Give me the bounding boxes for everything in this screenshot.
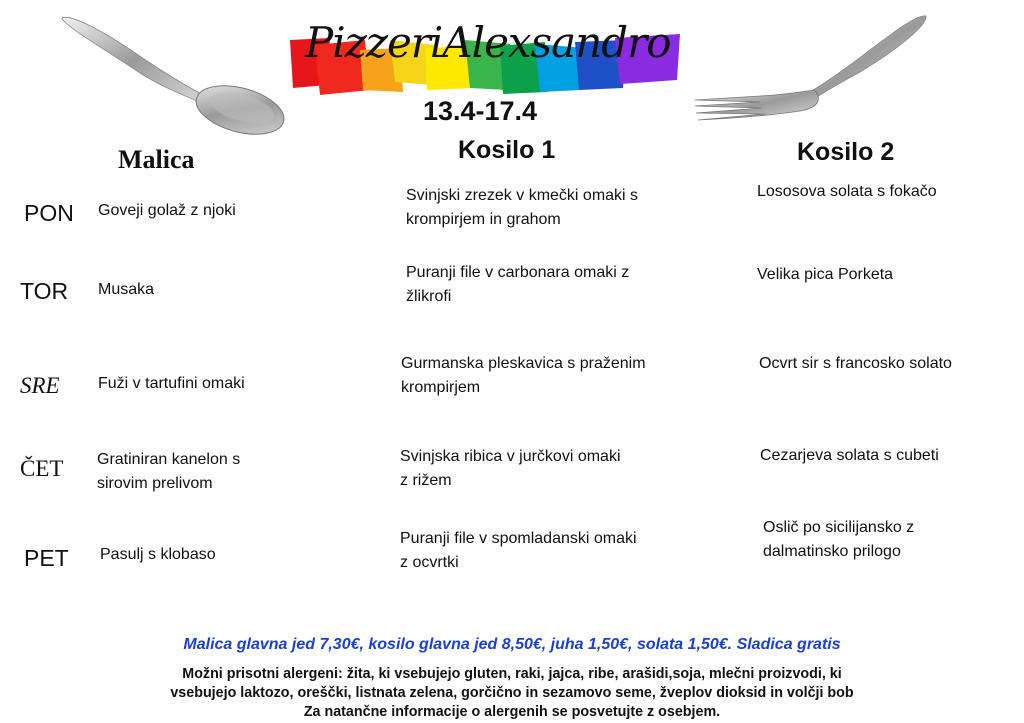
dish-line: sirovim prelivom xyxy=(97,475,213,492)
malica-dish: Goveji golaž z njoki xyxy=(98,202,236,219)
malica-dish: Fuži v tartufini omaki xyxy=(98,375,245,392)
kosilo2-dish: Ocvrt sir s francosko solato xyxy=(759,355,952,372)
column-header-kosilo-2: Kosilo 2 xyxy=(797,138,895,166)
day-label: SRE xyxy=(20,373,60,398)
brand-name: PizzeriAlexsandro xyxy=(305,18,671,67)
dish-line: krompirjem in grahom xyxy=(406,211,561,228)
allergen-info xyxy=(150,665,874,722)
kosilo1-dish xyxy=(401,352,646,400)
kosilo2-dish: Cezarjeva solata s cubeti xyxy=(760,447,939,464)
kosilo2-dish: Lososova solata s fokačo xyxy=(757,183,937,200)
malica-dish: Pasulj s klobaso xyxy=(100,546,216,563)
column-header-malica: Malica xyxy=(118,145,195,174)
kosilo2-dish: Velika pica Porketa xyxy=(757,266,894,283)
spoon-image xyxy=(40,8,290,138)
dish-line: z rižem xyxy=(400,472,452,489)
allergen-line: Možni prisotni alergeni: žita, ki vsebujejo gluten, raki, jajca, ribe, arašidi,soja, mlečni proizvodi, ki xyxy=(182,666,842,682)
dish-line: Puranji file v spomladanski omaki xyxy=(400,530,637,547)
week-dates: 13.4-17.4 xyxy=(422,96,538,126)
day-label: PON xyxy=(24,200,74,226)
kosilo1-dish xyxy=(406,261,629,309)
dish-line: dalmatinsko prilogo xyxy=(763,543,901,560)
kosilo1-dish xyxy=(400,445,621,493)
dish-line: z ocvrtki xyxy=(400,554,459,571)
malica-dish xyxy=(97,448,240,496)
day-label: TOR xyxy=(20,278,69,304)
dish-line: Svinjska ribica v jurčkovi omaki xyxy=(400,448,621,465)
dish-line: Gratiniran kanelon s xyxy=(97,451,241,468)
kosilo1-dish xyxy=(400,527,637,575)
dish-line: Gurmanska pleskavica s praženim xyxy=(401,355,646,372)
kosilo2-dish xyxy=(763,516,914,564)
kosilo1-dish xyxy=(406,184,638,232)
dish-line: Svinjski zrezek v kmečki omaki s xyxy=(406,187,639,204)
dish-line: žlikrofi xyxy=(406,288,452,305)
day-label: ČET xyxy=(20,456,64,481)
price-info: Malica glavna jed 7,30€, kosilo glavna jed 8,50€, juha 1,50€, solata 1,50€. Sladica gratis xyxy=(183,636,841,653)
fork-image xyxy=(690,10,940,130)
dish-line: Oslič po sicilijansko z xyxy=(763,519,915,536)
allergen-line: Za natančne informacije o alergenih se posvetujte z osebjem. xyxy=(303,704,721,720)
dish-line: Puranji file v carbonara omaki z xyxy=(406,264,630,281)
day-label: PET xyxy=(24,545,69,571)
malica-dish: Musaka xyxy=(98,281,155,298)
dish-line: krompirjem xyxy=(401,379,481,396)
column-header-kosilo-1: Kosilo 1 xyxy=(458,136,556,164)
allergen-line: vsebujejo laktozo, oreščki, listnata zelena, gorčično in sezamovo seme, žveplov dioksid in volčji bob xyxy=(170,685,854,701)
